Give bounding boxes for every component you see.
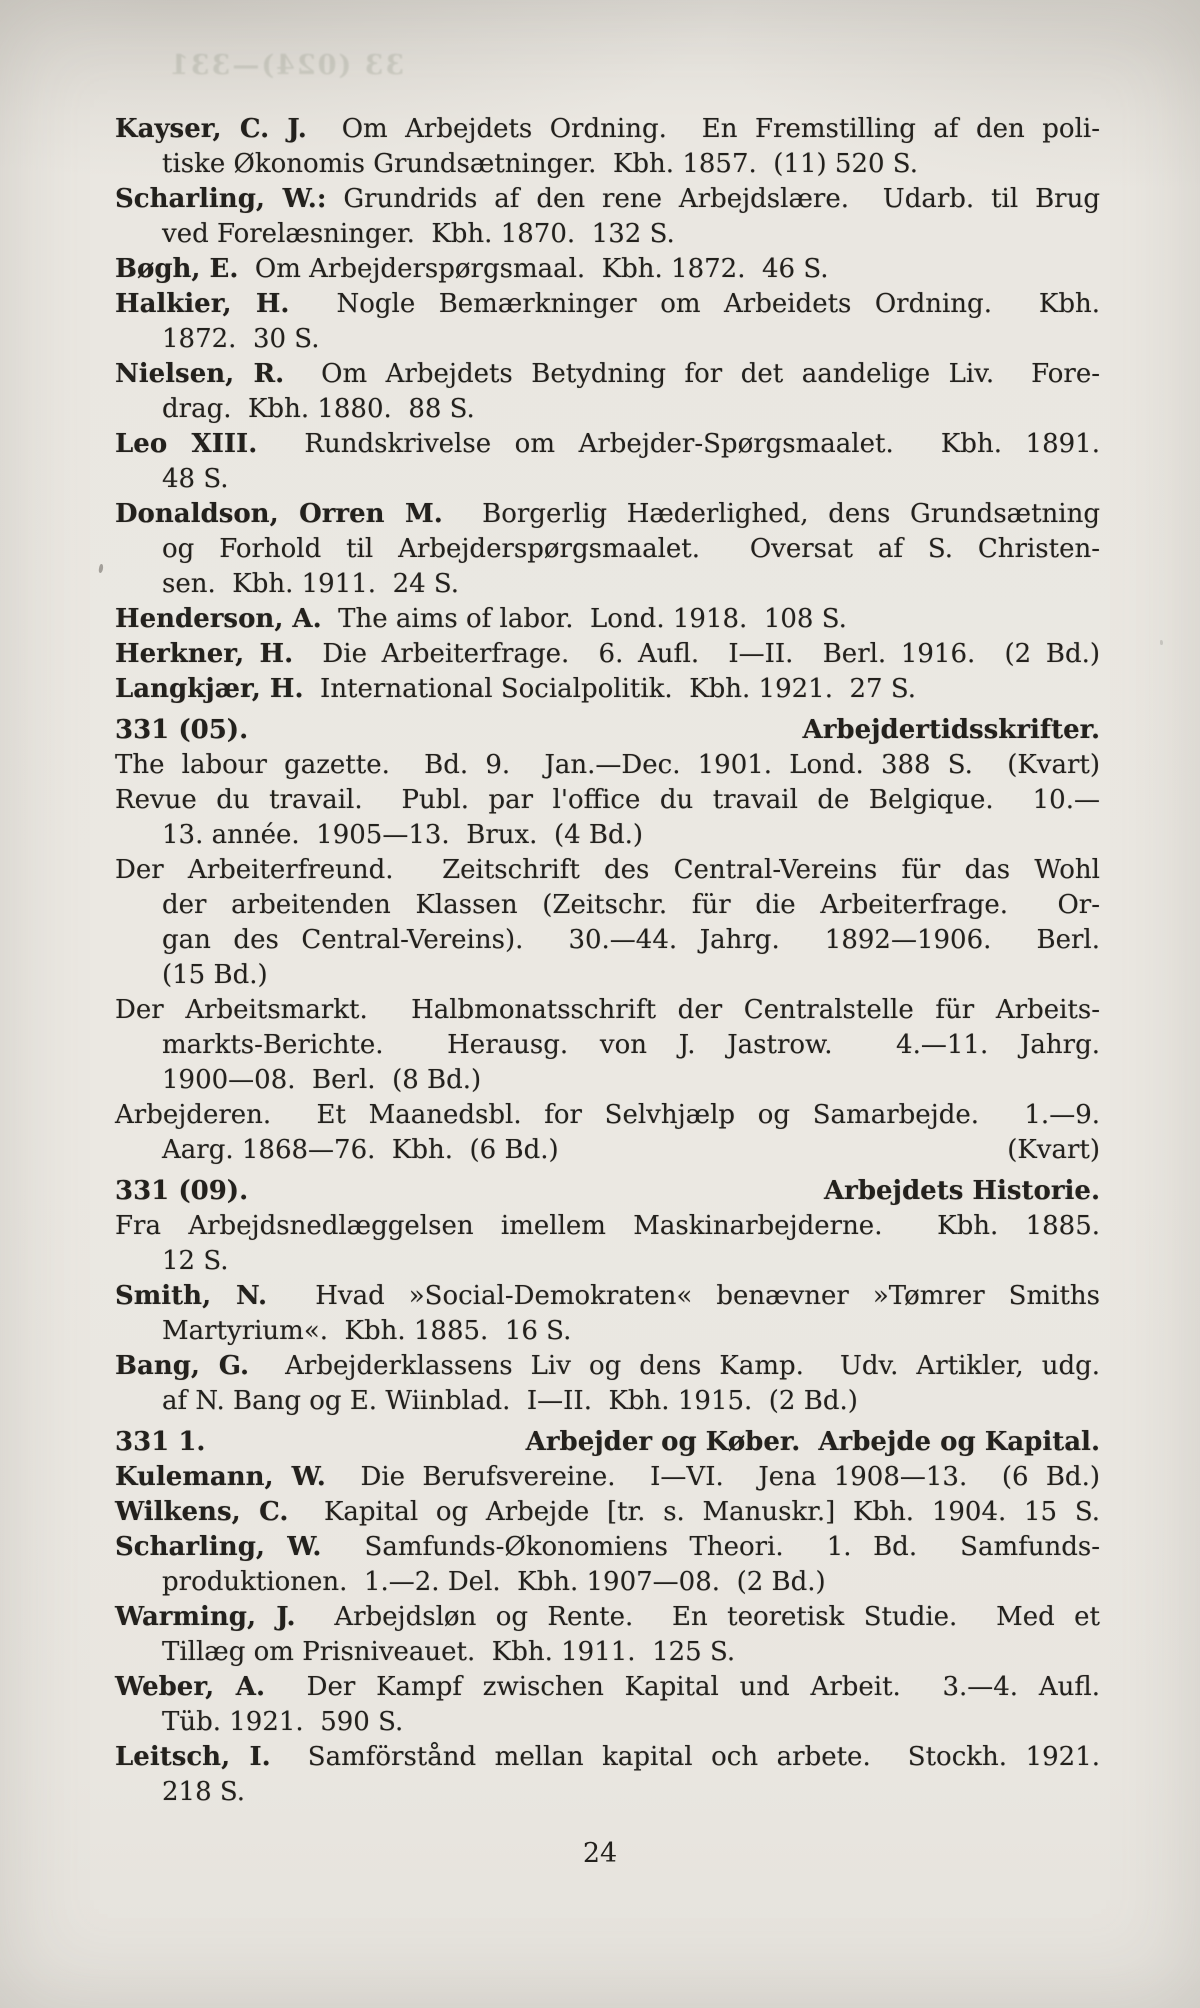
entry-line: Langkjær, H. International Socialpolitik. Kbh. 1921. 27 S. bbox=[115, 674, 917, 704]
entry-author: Weber, A. bbox=[115, 1672, 266, 1702]
entry-continuation-line: The labour gazette. Bd. 9. Jan.—Dec. 1901. Lond. 388 S. (Kvart) bbox=[115, 750, 1100, 780]
entry-line: Leitsch, I. Samförstånd mellan kapital och arbete. Stockh. 1921. bbox=[115, 1742, 1100, 1772]
section-code: 331 (05). bbox=[115, 715, 249, 745]
entry-continuation-line: markts-Berichte. Herausg. von J. Jastrow. 4.—11. Jahrg. bbox=[162, 1030, 1100, 1060]
entry-line: Kayser, C. J. Om Arbejdets Ordning. En Fremstilling af den poli- bbox=[115, 114, 1100, 144]
entry-continuation-line: Fra Arbejdsnedlæggelsen imellem Maskinarbejderne. Kbh. 1885. bbox=[115, 1211, 1100, 1241]
entry-continuation-line: Tüb. 1921. 590 S. bbox=[162, 1707, 404, 1737]
entry-author: Kulemann, W. bbox=[115, 1462, 326, 1492]
entry-continuation-line: (Kvart) Aarg. 1868—76. Kbh. (6 Bd.) bbox=[115, 1133, 1100, 1168]
entry-continuation-line: sen. Kbh. 1911. 24 S. bbox=[162, 569, 460, 599]
scan-speck bbox=[1160, 640, 1163, 645]
entry-line: Henderson, A. The aims of labor. Lond. 1918. 108 S. bbox=[115, 604, 847, 634]
entry-author: Leo XIII. bbox=[115, 429, 258, 459]
entry-line: Bang, G. Arbejderklassens Liv og dens Kamp. Udv. Artikler, udg. bbox=[115, 1351, 1100, 1381]
entry-continuation-line: produktionen. 1.—2. Del. Kbh. 1907—08. (2 Bd.) bbox=[162, 1567, 826, 1597]
entry-line: Halkier, H. Nogle Bemærkninger om Arbeidets Ordning. Kbh. bbox=[115, 289, 1101, 319]
entry-line: Nielsen, R. Om Arbejdets Betydning for det aandelige Liv. Fore- bbox=[115, 359, 1100, 389]
entry-line: Warming, J. Arbejdsløn og Rente. En teoretisk Studie. Med et bbox=[115, 1602, 1100, 1632]
section-title: Arbejdets Historie. bbox=[823, 1176, 1100, 1206]
section-title: Arbejdertidsskrifter. bbox=[802, 715, 1100, 745]
entry-continuation-line: ved Forelæsninger. Kbh. 1870. 132 S. bbox=[162, 219, 675, 249]
entry-continuation-line: Der Arbeiterfreund. Zeitschrift des Central-Vereins für das Wohl bbox=[115, 855, 1100, 885]
entry-continuation-line: 1872. 30 S. bbox=[162, 324, 320, 354]
entry-continuation-line: 13. année. 1905—13. Brux. (4 Bd.) bbox=[162, 820, 644, 850]
entry-author: Donaldson, Orren M. bbox=[115, 499, 443, 529]
entry-continuation-line: tiske Økonomis Grundsætninger. Kbh. 1857. (11) 520 S. bbox=[162, 149, 918, 179]
entry-author: Leitsch, I. bbox=[115, 1742, 271, 1772]
section-title: Arbejder og Køber. Arbejde og Kapital. bbox=[525, 1427, 1100, 1457]
entry-continuation-line: 12 S. bbox=[162, 1246, 229, 1276]
entry-author: Scharling, W.: bbox=[115, 184, 327, 214]
entry-author: Warming, J. bbox=[115, 1602, 296, 1632]
bleed-through-header: 33 (024)—331 bbox=[168, 50, 405, 81]
entry-author: Bang, G. bbox=[115, 1351, 250, 1381]
section-code: 331 (09). bbox=[115, 1176, 249, 1206]
entry-line: Scharling, W. Samfunds-Økonomiens Theori. 1. Bd. Samfunds- bbox=[115, 1532, 1101, 1562]
scan-speck bbox=[98, 564, 104, 574]
entry-line: Bøgh, E. Om Arbejderspørgsmaal. Kbh. 1872. 46 S. bbox=[115, 254, 829, 284]
entry-continuation-line: 1900—08. Berl. (8 Bd.) bbox=[162, 1065, 482, 1095]
entry-author: Smith, N. bbox=[115, 1281, 268, 1311]
section-code: 331 1. bbox=[115, 1427, 206, 1457]
entry-line: Donaldson, Orren M. Borgerlig Hæderlighed, dens Grundsætning bbox=[115, 499, 1100, 529]
entry-author: Langkjær, H. bbox=[115, 674, 304, 704]
page-number: 24 bbox=[582, 1838, 618, 1869]
entry-continuation-line: Martyrium«. Kbh. 1885. 16 S. bbox=[162, 1316, 572, 1346]
entry-author: Kayser, C. J. bbox=[115, 114, 307, 144]
entry-author: Wilkens, C. bbox=[115, 1497, 289, 1527]
entry-author: Herkner, H. bbox=[115, 639, 294, 669]
entry-author: Bøgh, E. bbox=[115, 254, 239, 284]
entry-continuation-line: Der Arbeitsmarkt. Halbmonatsschrift der Centralstelle für Arbeits- bbox=[115, 995, 1100, 1025]
entry-continuation-line: og Forhold til Arbejderspørgsmaalet. Oversat af S. Christen- bbox=[162, 534, 1100, 564]
entry-continuation-line: (15 Bd.) bbox=[162, 960, 268, 990]
entry-continuation-line: Tillæg om Prisniveauet. Kbh. 1911. 125 S. bbox=[162, 1637, 736, 1667]
scan-speck bbox=[690, 1444, 693, 1447]
entry-line: Scharling, W.: Grundrids af den rene Arbejdslære. Udarb. til Brug bbox=[115, 184, 1100, 214]
entry-continuation-line: Revue du travail. Publ. par l'office du travail de Belgique. 10.— bbox=[115, 785, 1100, 815]
entry-author: Halkier, H. bbox=[115, 289, 290, 319]
entry-continuation-line: 48 S. bbox=[162, 464, 229, 494]
entry-continuation-line: der arbeitenden Klassen (Zeitschr. für die Arbeiterfrage. Or- bbox=[162, 890, 1100, 920]
entry-author: Henderson, A. bbox=[115, 604, 322, 634]
entry-author: Nielsen, R. bbox=[115, 359, 285, 389]
section-heading bbox=[115, 1425, 1100, 1460]
entry-continuation-line: af N. Bang og E. Wiinblad. I—II. Kbh. 1915. (2 Bd.) bbox=[162, 1386, 858, 1416]
entry-line: Herkner, H. Die Arbeiterfrage. 6. Aufl. I—II. Berl. 1916. (2 Bd.) bbox=[115, 639, 1100, 669]
section-heading bbox=[115, 713, 1100, 748]
entry-continuation-line: 218 S. bbox=[162, 1777, 246, 1807]
entry-line: Leo XIII. Rundskrivelse om Arbejder-Spørgsmaalet. Kbh. 1891. bbox=[115, 429, 1100, 459]
entry-continuation-line: gan des Central-Vereins). 30.—44. Jahrg. 1892—1906. Berl. bbox=[162, 925, 1100, 955]
bibliography bbox=[115, 112, 1100, 1810]
entry-continuation-line: drag. Kbh. 1880. 88 S. bbox=[162, 394, 475, 424]
entry-line-tail: (Kvart) bbox=[1007, 1135, 1100, 1165]
section-heading bbox=[115, 1174, 1100, 1209]
entry-line: Wilkens, C. Kapital og Arbejde [tr. s. Manuskr.] Kbh. 1904. 15 S. bbox=[115, 1497, 1100, 1527]
entry-line: Kulemann, W. Die Berufsvereine. I—VI. Jena 1908—13. (6 Bd.) bbox=[115, 1462, 1100, 1492]
entry-author: Scharling, W. bbox=[115, 1532, 322, 1562]
entry-line: Weber, A. Der Kampf zwischen Kapital und Arbeit. 3.—4. Aufl. bbox=[115, 1672, 1100, 1702]
entry-line: Smith, N. Hvad »Social-Demokraten« benævner »Tømrer Smiths bbox=[115, 1281, 1100, 1311]
entry-continuation-line: Arbejderen. Et Maanedsbl. for Selvhjælp og Samarbejde. 1.—9. bbox=[115, 1100, 1100, 1130]
